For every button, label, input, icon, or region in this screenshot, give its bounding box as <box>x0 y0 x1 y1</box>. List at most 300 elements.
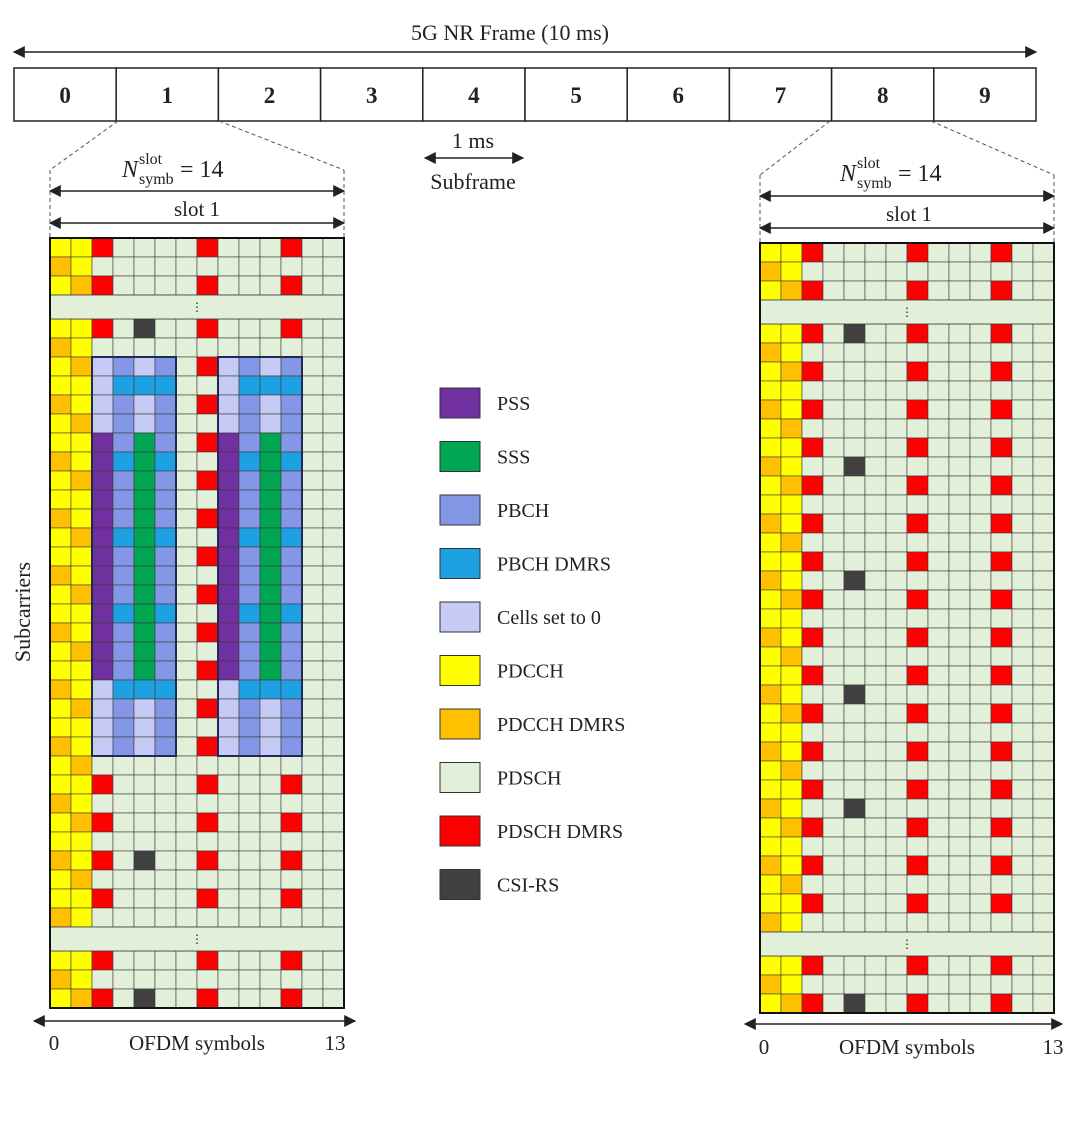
resource-element <box>1012 343 1033 362</box>
resource-element <box>970 381 991 400</box>
ellipsis-mark: ⋮ <box>901 937 913 951</box>
svg-text:slot: slot <box>857 155 881 172</box>
resource-element <box>1033 875 1054 894</box>
resource-element <box>281 851 302 870</box>
resource-element <box>991 362 1012 381</box>
resource-element <box>218 585 239 604</box>
resource-element <box>239 642 260 661</box>
resource-element <box>886 419 907 438</box>
resource-element <box>823 856 844 875</box>
resource-element <box>302 338 323 357</box>
resource-element <box>886 875 907 894</box>
resource-element <box>113 989 134 1008</box>
resource-element <box>155 452 176 471</box>
resource-element <box>823 400 844 419</box>
resource-element <box>176 238 197 257</box>
resource-element <box>239 319 260 338</box>
resource-element <box>781 742 802 761</box>
resource-element <box>1012 324 1033 343</box>
resource-element <box>302 471 323 490</box>
resource-element <box>1012 894 1033 913</box>
resource-element <box>155 257 176 276</box>
resource-element <box>92 528 113 547</box>
resource-element <box>134 813 155 832</box>
resource-element <box>50 951 71 970</box>
resource-element <box>71 276 92 295</box>
resource-element <box>844 343 865 362</box>
resource-element <box>281 718 302 737</box>
resource-element <box>92 376 113 395</box>
resource-element <box>1033 913 1054 932</box>
resource-element <box>991 457 1012 476</box>
resource-element <box>781 666 802 685</box>
resource-element <box>50 737 71 756</box>
resource-element <box>71 471 92 490</box>
resource-element <box>92 395 113 414</box>
resource-element <box>823 243 844 262</box>
resource-element <box>865 281 886 300</box>
resource-element <box>949 262 970 281</box>
resource-element <box>949 956 970 975</box>
resource-element <box>907 476 928 495</box>
resource-element <box>949 590 970 609</box>
resource-element <box>239 238 260 257</box>
resource-element <box>949 780 970 799</box>
resource-element <box>928 262 949 281</box>
resource-element <box>991 262 1012 281</box>
resource-element <box>781 533 802 552</box>
resource-element <box>1033 956 1054 975</box>
resource-element <box>155 276 176 295</box>
right-x-axis-label: OFDM symbols <box>839 1035 975 1059</box>
resource-element <box>970 761 991 780</box>
resource-element <box>907 438 928 457</box>
resource-element <box>760 647 781 666</box>
resource-element <box>92 889 113 908</box>
resource-element <box>197 566 218 585</box>
svg-text:N: N <box>122 157 139 183</box>
resource-element <box>760 571 781 590</box>
resource-element <box>844 324 865 343</box>
left-resource-grid <box>50 238 344 1008</box>
resource-element <box>823 994 844 1013</box>
resource-element <box>760 875 781 894</box>
resource-element <box>176 319 197 338</box>
resource-element <box>928 514 949 533</box>
resource-element <box>949 457 970 476</box>
resource-element <box>197 661 218 680</box>
resource-element <box>218 452 239 471</box>
resource-element <box>323 970 344 989</box>
resource-element <box>50 699 71 718</box>
resource-element <box>886 343 907 362</box>
resource-element <box>865 324 886 343</box>
resource-element <box>134 319 155 338</box>
resource-element <box>991 894 1012 913</box>
resource-element <box>949 628 970 647</box>
resource-element <box>970 894 991 913</box>
resource-element <box>218 238 239 257</box>
resource-element <box>907 552 928 571</box>
resource-element <box>844 476 865 495</box>
resource-element <box>970 875 991 894</box>
resource-element <box>781 419 802 438</box>
resource-element <box>970 514 991 533</box>
resource-element <box>176 680 197 699</box>
resource-element <box>907 975 928 994</box>
resource-element <box>760 742 781 761</box>
resource-element <box>865 438 886 457</box>
resource-element <box>50 604 71 623</box>
resource-element <box>991 761 1012 780</box>
resource-element <box>239 471 260 490</box>
resource-element <box>92 642 113 661</box>
resource-element <box>218 851 239 870</box>
resource-element <box>886 956 907 975</box>
resource-element <box>802 362 823 381</box>
resource-element <box>781 875 802 894</box>
resource-element <box>281 395 302 414</box>
resource-element <box>197 870 218 889</box>
resource-element <box>260 490 281 509</box>
resource-element <box>802 281 823 300</box>
resource-element <box>949 552 970 571</box>
resource-element <box>50 257 71 276</box>
resource-element <box>281 338 302 357</box>
resource-element <box>823 419 844 438</box>
resource-element <box>949 609 970 628</box>
resource-element <box>239 661 260 680</box>
resource-element <box>50 276 71 295</box>
resource-element <box>113 257 134 276</box>
ellipsis-mark: ⋮ <box>191 932 203 946</box>
resource-element <box>155 623 176 642</box>
legend-swatch <box>440 442 480 472</box>
resource-element <box>970 419 991 438</box>
resource-element <box>1033 571 1054 590</box>
resource-element <box>886 262 907 281</box>
resource-element <box>113 566 134 585</box>
resource-element <box>991 609 1012 628</box>
legend-label: CSI-RS <box>497 874 560 897</box>
resource-element <box>71 661 92 680</box>
resource-element <box>260 585 281 604</box>
resource-element <box>991 837 1012 856</box>
resource-element <box>113 794 134 813</box>
resource-element <box>907 780 928 799</box>
resource-element <box>155 832 176 851</box>
resource-element <box>760 894 781 913</box>
resource-element <box>1012 628 1033 647</box>
resource-element <box>928 799 949 818</box>
resource-element <box>281 642 302 661</box>
resource-element <box>949 281 970 300</box>
resource-element <box>1033 590 1054 609</box>
resource-element <box>1033 381 1054 400</box>
resource-element <box>176 737 197 756</box>
resource-element <box>176 276 197 295</box>
resource-element <box>886 552 907 571</box>
resource-element <box>113 376 134 395</box>
subframe-number: 9 <box>979 83 991 108</box>
resource-element <box>760 856 781 875</box>
resource-element <box>865 476 886 495</box>
resource-element <box>302 604 323 623</box>
resource-element <box>71 870 92 889</box>
resource-element <box>1033 856 1054 875</box>
resource-element <box>760 761 781 780</box>
resource-element <box>886 761 907 780</box>
resource-element <box>823 837 844 856</box>
resource-element <box>1033 281 1054 300</box>
resource-element <box>281 238 302 257</box>
resource-element <box>260 794 281 813</box>
resource-element <box>134 775 155 794</box>
resource-element <box>949 666 970 685</box>
resource-element <box>302 566 323 585</box>
resource-element <box>823 343 844 362</box>
resource-element <box>260 414 281 433</box>
resource-element <box>50 357 71 376</box>
resource-element <box>1012 837 1033 856</box>
resource-element <box>302 889 323 908</box>
resource-element <box>197 813 218 832</box>
resource-element <box>302 661 323 680</box>
resource-element <box>865 514 886 533</box>
resource-element <box>113 395 134 414</box>
resource-element <box>802 894 823 913</box>
resource-element <box>802 837 823 856</box>
subframe-number: 4 <box>468 83 480 108</box>
subframe-number: 0 <box>59 83 71 108</box>
resource-element <box>260 718 281 737</box>
resource-element <box>844 799 865 818</box>
svg-text:symb: symb <box>857 175 892 192</box>
resource-element <box>823 647 844 666</box>
resource-element <box>886 438 907 457</box>
resource-element <box>92 661 113 680</box>
resource-element <box>1033 514 1054 533</box>
resource-element <box>92 737 113 756</box>
resource-element <box>1012 875 1033 894</box>
resource-element <box>50 433 71 452</box>
resource-element <box>239 623 260 642</box>
resource-element <box>1033 552 1054 571</box>
resource-element <box>71 680 92 699</box>
resource-element <box>239 718 260 737</box>
resource-element <box>260 908 281 927</box>
resource-element <box>71 794 92 813</box>
resource-element <box>802 324 823 343</box>
left-x-start: 0 <box>48 1031 60 1055</box>
resource-element <box>281 813 302 832</box>
resource-element <box>865 913 886 932</box>
resource-element <box>92 585 113 604</box>
resource-element <box>949 400 970 419</box>
resource-element <box>134 585 155 604</box>
resource-element <box>197 989 218 1008</box>
resource-element <box>928 243 949 262</box>
resource-element <box>760 362 781 381</box>
resource-element <box>92 547 113 566</box>
resource-element <box>218 257 239 276</box>
resource-element <box>991 723 1012 742</box>
resource-element <box>970 723 991 742</box>
resource-element <box>865 704 886 723</box>
resource-element <box>1012 761 1033 780</box>
resource-element <box>949 913 970 932</box>
resource-element <box>134 238 155 257</box>
resource-element <box>323 566 344 585</box>
resource-element <box>865 894 886 913</box>
resource-element <box>71 832 92 851</box>
resource-element <box>302 870 323 889</box>
resource-element <box>844 628 865 647</box>
resource-element <box>1012 495 1033 514</box>
resource-element <box>71 989 92 1008</box>
resource-element <box>197 490 218 509</box>
resource-element <box>949 994 970 1013</box>
resource-element <box>907 324 928 343</box>
resource-element <box>823 571 844 590</box>
resource-element <box>155 951 176 970</box>
resource-element <box>760 495 781 514</box>
resource-element <box>991 343 1012 362</box>
resource-element <box>970 476 991 495</box>
resource-element <box>949 362 970 381</box>
resource-element <box>1012 533 1033 552</box>
resource-element <box>71 775 92 794</box>
resource-element <box>323 699 344 718</box>
resource-element <box>1033 476 1054 495</box>
resource-element <box>760 666 781 685</box>
resource-element <box>886 913 907 932</box>
resource-element <box>323 357 344 376</box>
resource-element <box>1033 818 1054 837</box>
resource-element <box>760 799 781 818</box>
resource-element <box>991 571 1012 590</box>
resource-element <box>949 818 970 837</box>
resource-element <box>239 604 260 623</box>
resource-element <box>970 956 991 975</box>
resource-element <box>239 414 260 433</box>
resource-element <box>50 376 71 395</box>
resource-element <box>218 395 239 414</box>
resource-element <box>71 547 92 566</box>
resource-element <box>71 566 92 585</box>
resource-element <box>802 723 823 742</box>
resource-element <box>302 585 323 604</box>
resource-element <box>781 476 802 495</box>
resource-element <box>155 585 176 604</box>
resource-element <box>970 590 991 609</box>
resource-element <box>50 989 71 1008</box>
resource-element <box>865 856 886 875</box>
resource-element <box>1033 533 1054 552</box>
resource-element <box>802 590 823 609</box>
resource-element <box>134 951 155 970</box>
resource-element <box>92 970 113 989</box>
resource-element <box>760 994 781 1013</box>
resource-element <box>991 281 1012 300</box>
resource-element <box>844 994 865 1013</box>
resource-element <box>92 623 113 642</box>
resource-element <box>1012 381 1033 400</box>
resource-element <box>113 661 134 680</box>
resource-element <box>928 552 949 571</box>
resource-element <box>865 243 886 262</box>
resource-element <box>50 623 71 642</box>
resource-element <box>71 338 92 357</box>
resource-element <box>176 661 197 680</box>
right-slot-label: slot 1 <box>885 202 933 226</box>
resource-element <box>71 604 92 623</box>
resource-element <box>302 832 323 851</box>
resource-element <box>260 566 281 585</box>
resource-element <box>886 457 907 476</box>
legend-swatch <box>440 709 480 739</box>
resource-element <box>218 756 239 775</box>
resource-element <box>134 490 155 509</box>
resource-element <box>197 737 218 756</box>
resource-element <box>781 495 802 514</box>
resource-element <box>239 813 260 832</box>
resource-element <box>781 324 802 343</box>
resource-element <box>886 628 907 647</box>
resource-element <box>197 547 218 566</box>
resource-element <box>155 395 176 414</box>
resource-element <box>302 623 323 642</box>
resource-element <box>991 324 1012 343</box>
resource-element <box>281 623 302 642</box>
resource-element <box>218 490 239 509</box>
resource-element <box>949 381 970 400</box>
resource-element <box>218 870 239 889</box>
resource-element <box>176 509 197 528</box>
resource-element <box>155 566 176 585</box>
resource-element <box>970 324 991 343</box>
resource-element <box>949 723 970 742</box>
resource-element <box>886 837 907 856</box>
resource-element <box>302 851 323 870</box>
resource-element <box>865 666 886 685</box>
resource-element <box>802 780 823 799</box>
resource-element <box>907 571 928 590</box>
resource-element <box>865 381 886 400</box>
resource-element <box>823 552 844 571</box>
resource-element <box>50 832 71 851</box>
resource-element <box>134 376 155 395</box>
resource-element <box>928 533 949 552</box>
resource-element <box>50 642 71 661</box>
resource-element <box>113 452 134 471</box>
resource-element <box>92 357 113 376</box>
resource-element <box>907 799 928 818</box>
resource-element <box>907 590 928 609</box>
legend-swatch <box>440 602 480 632</box>
resource-element <box>260 989 281 1008</box>
resource-element <box>907 685 928 704</box>
svg-text:= 14: = 14 <box>180 157 224 183</box>
resource-element <box>239 490 260 509</box>
resource-element <box>781 552 802 571</box>
subframe-number: 6 <box>672 83 685 108</box>
resource-element <box>844 742 865 761</box>
resource-element <box>928 723 949 742</box>
resource-element <box>844 243 865 262</box>
resource-element <box>134 737 155 756</box>
resource-element <box>928 324 949 343</box>
